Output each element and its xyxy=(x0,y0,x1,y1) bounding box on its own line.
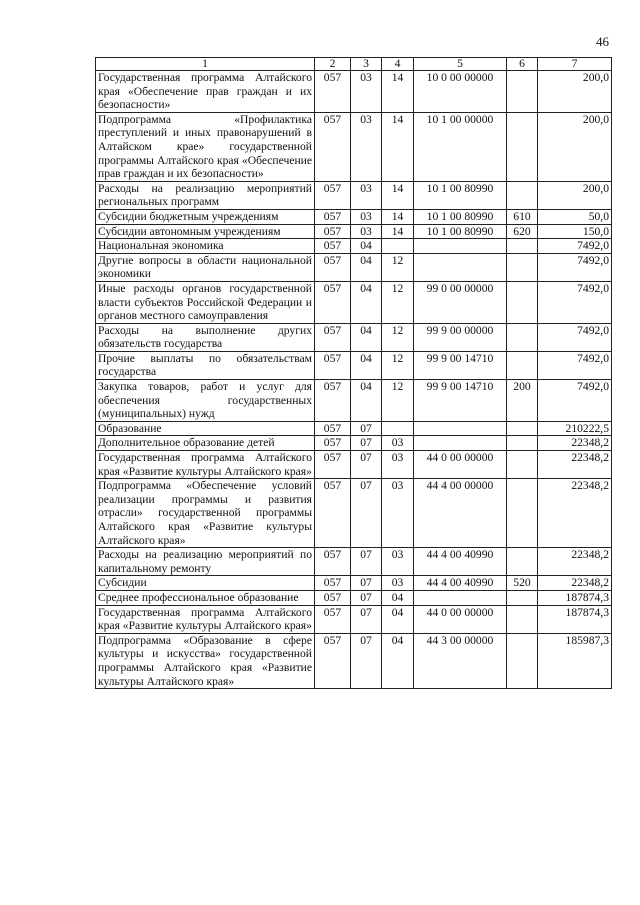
row-name: Дополнительное образование детей xyxy=(96,436,315,451)
target-code: 44 4 00 00000 xyxy=(414,479,507,548)
section-code: 03 xyxy=(351,181,382,209)
column-header: 7 xyxy=(538,58,612,71)
expense-type xyxy=(507,633,538,688)
target-code: 99 9 00 00000 xyxy=(414,323,507,351)
amount: 7492,0 xyxy=(538,253,612,281)
amount: 7492,0 xyxy=(538,281,612,323)
column-header: 5 xyxy=(414,58,507,71)
target-code xyxy=(414,590,507,605)
section-code: 04 xyxy=(351,380,382,422)
row-name: Расходы на реализацию мероприятий по капитальному ремонту xyxy=(96,548,315,576)
column-header: 3 xyxy=(351,58,382,71)
amount: 7492,0 xyxy=(538,323,612,351)
amount: 200,0 xyxy=(538,112,612,181)
admin-code: 057 xyxy=(315,436,351,451)
expense-type xyxy=(507,71,538,113)
admin-code: 057 xyxy=(315,605,351,633)
row-name: Иные расходы органов государственной власти субъектов Российской Федерации и органов местного самоуправления xyxy=(96,281,315,323)
admin-code: 057 xyxy=(315,112,351,181)
admin-code: 057 xyxy=(315,421,351,436)
amount: 22348,2 xyxy=(538,576,612,591)
table-row xyxy=(96,633,612,688)
expense-type xyxy=(507,548,538,576)
row-name: Расходы на реализацию мероприятий региональных программ xyxy=(96,181,315,209)
expense-type: 610 xyxy=(507,209,538,224)
table-row xyxy=(96,112,612,181)
column-header: 4 xyxy=(382,58,414,71)
section-code: 04 xyxy=(351,281,382,323)
table-row xyxy=(96,421,612,436)
subsection-code: 03 xyxy=(382,576,414,591)
admin-code: 057 xyxy=(315,548,351,576)
subsection-code: 12 xyxy=(382,323,414,351)
target-code: 10 1 00 80990 xyxy=(414,209,507,224)
subsection-code: 03 xyxy=(382,548,414,576)
target-code: 44 4 00 40990 xyxy=(414,576,507,591)
expense-type xyxy=(507,451,538,479)
table-row xyxy=(96,181,612,209)
subsection-code: 14 xyxy=(382,209,414,224)
subsection-code: 14 xyxy=(382,112,414,181)
table-row xyxy=(96,576,612,591)
row-name: Государственная программа Алтайского края «Развитие культуры Алтайского края» xyxy=(96,451,315,479)
row-name: Национальная экономика xyxy=(96,239,315,254)
section-code: 04 xyxy=(351,253,382,281)
section-code: 07 xyxy=(351,605,382,633)
row-name: Среднее профессиональное образование xyxy=(96,590,315,605)
section-code: 07 xyxy=(351,451,382,479)
subsection-code: 14 xyxy=(382,71,414,113)
row-name: Подпрограмма «Образование в сфере культуры и искусства» государственной программы Алтайского края «Развитие культуры Алтайского края» xyxy=(96,633,315,688)
section-code: 04 xyxy=(351,239,382,254)
admin-code: 057 xyxy=(315,71,351,113)
subsection-code: 04 xyxy=(382,605,414,633)
row-name: Закупка товаров, работ и услуг для обеспечения государственных (муниципальных) нужд xyxy=(96,380,315,422)
subsection-code: 04 xyxy=(382,590,414,605)
expense-type xyxy=(507,605,538,633)
column-header: 1 xyxy=(96,58,315,71)
section-code: 07 xyxy=(351,479,382,548)
table-row xyxy=(96,281,612,323)
target-code xyxy=(414,436,507,451)
amount: 22348,2 xyxy=(538,451,612,479)
table-row xyxy=(96,351,612,379)
target-code: 99 9 00 14710 xyxy=(414,380,507,422)
amount: 200,0 xyxy=(538,181,612,209)
subsection-code xyxy=(382,421,414,436)
subsection-code: 04 xyxy=(382,633,414,688)
target-code: 10 1 00 80990 xyxy=(414,181,507,209)
expense-type xyxy=(507,253,538,281)
table-row xyxy=(96,605,612,633)
section-code: 07 xyxy=(351,421,382,436)
admin-code: 057 xyxy=(315,239,351,254)
amount: 7492,0 xyxy=(538,239,612,254)
subsection-code: 12 xyxy=(382,351,414,379)
section-code: 04 xyxy=(351,351,382,379)
subsection-code: 12 xyxy=(382,380,414,422)
admin-code: 057 xyxy=(315,253,351,281)
amount: 22348,2 xyxy=(538,436,612,451)
expense-type xyxy=(507,281,538,323)
section-code: 04 xyxy=(351,323,382,351)
expense-type xyxy=(507,181,538,209)
section-code: 07 xyxy=(351,576,382,591)
column-header: 6 xyxy=(507,58,538,71)
subsection-code: 03 xyxy=(382,479,414,548)
admin-code: 057 xyxy=(315,576,351,591)
expense-type xyxy=(507,421,538,436)
target-code: 44 0 00 00000 xyxy=(414,605,507,633)
table-row xyxy=(96,71,612,113)
expense-type xyxy=(507,351,538,379)
section-code: 03 xyxy=(351,112,382,181)
table-row xyxy=(96,253,612,281)
admin-code: 057 xyxy=(315,451,351,479)
expense-type xyxy=(507,239,538,254)
admin-code: 057 xyxy=(315,209,351,224)
table-header-row xyxy=(96,58,612,71)
target-code: 99 0 00 00000 xyxy=(414,281,507,323)
expense-type: 620 xyxy=(507,224,538,239)
column-header: 2 xyxy=(315,58,351,71)
row-name: Государственная программа Алтайского края «Развитие культуры Алтайского края» xyxy=(96,605,315,633)
section-code: 07 xyxy=(351,436,382,451)
row-name: Прочие выплаты по обязательствам государства xyxy=(96,351,315,379)
row-name: Подпрограмма «Профилактика преступлений и иных правонарушений в Алтайском крае» государственной программы Алтайского края «Обеспечение прав граждан и их безопасности» xyxy=(96,112,315,181)
target-code: 10 0 00 00000 xyxy=(414,71,507,113)
amount: 200,0 xyxy=(538,71,612,113)
amount: 22348,2 xyxy=(538,548,612,576)
amount: 187874,3 xyxy=(538,605,612,633)
admin-code: 057 xyxy=(315,281,351,323)
target-code xyxy=(414,421,507,436)
section-code: 03 xyxy=(351,71,382,113)
amount: 187874,3 xyxy=(538,590,612,605)
expense-type xyxy=(507,436,538,451)
section-code: 03 xyxy=(351,224,382,239)
amount: 150,0 xyxy=(538,224,612,239)
expense-type xyxy=(507,590,538,605)
subsection-code: 03 xyxy=(382,451,414,479)
page-number: 46 xyxy=(596,34,609,49)
table-row xyxy=(96,323,612,351)
amount: 50,0 xyxy=(538,209,612,224)
table-row xyxy=(96,224,612,239)
row-name: Субсидии автономным учреждениям xyxy=(96,224,315,239)
table-row xyxy=(96,380,612,422)
section-code: 03 xyxy=(351,209,382,224)
subsection-code: 12 xyxy=(382,281,414,323)
expense-type xyxy=(507,112,538,181)
admin-code: 057 xyxy=(315,351,351,379)
row-name: Другие вопросы в области национальной экономики xyxy=(96,253,315,281)
budget-table xyxy=(95,57,612,689)
target-code: 44 4 00 40990 xyxy=(414,548,507,576)
table-row xyxy=(96,590,612,605)
target-code: 10 1 00 80990 xyxy=(414,224,507,239)
subsection-code: 03 xyxy=(382,436,414,451)
table-row xyxy=(96,479,612,548)
row-name: Субсидии бюджетным учреждениям xyxy=(96,209,315,224)
admin-code: 057 xyxy=(315,479,351,548)
target-code: 44 3 00 00000 xyxy=(414,633,507,688)
amount: 185987,3 xyxy=(538,633,612,688)
row-name: Государственная программа Алтайского края «Обеспечение прав граждан и их безопасности» xyxy=(96,71,315,113)
expense-type: 520 xyxy=(507,576,538,591)
row-name: Подпрограмма «Обеспечение условий реализации программы и развития отрасли» государственной программы Алтайского края «Развитие культуры Алтайского края» xyxy=(96,479,315,548)
row-name: Образование xyxy=(96,421,315,436)
amount: 7492,0 xyxy=(538,380,612,422)
target-code xyxy=(414,239,507,254)
row-name: Расходы на выполнение других обязательств государства xyxy=(96,323,315,351)
amount: 7492,0 xyxy=(538,351,612,379)
amount: 22348,2 xyxy=(538,479,612,548)
subsection-code xyxy=(382,239,414,254)
target-code: 10 1 00 00000 xyxy=(414,112,507,181)
admin-code: 057 xyxy=(315,224,351,239)
amount: 210222,5 xyxy=(538,421,612,436)
admin-code: 057 xyxy=(315,633,351,688)
section-code: 07 xyxy=(351,548,382,576)
section-code: 07 xyxy=(351,590,382,605)
subsection-code: 12 xyxy=(382,253,414,281)
expense-type xyxy=(507,479,538,548)
admin-code: 057 xyxy=(315,590,351,605)
table-row xyxy=(96,209,612,224)
row-name: Субсидии xyxy=(96,576,315,591)
subsection-code: 14 xyxy=(382,224,414,239)
admin-code: 057 xyxy=(315,380,351,422)
table-row xyxy=(96,436,612,451)
table-row xyxy=(96,239,612,254)
target-code xyxy=(414,253,507,281)
subsection-code: 14 xyxy=(382,181,414,209)
expense-type xyxy=(507,323,538,351)
admin-code: 057 xyxy=(315,323,351,351)
table-row xyxy=(96,548,612,576)
expense-type: 200 xyxy=(507,380,538,422)
section-code: 07 xyxy=(351,633,382,688)
target-code: 99 9 00 14710 xyxy=(414,351,507,379)
table-row xyxy=(96,451,612,479)
admin-code: 057 xyxy=(315,181,351,209)
target-code: 44 0 00 00000 xyxy=(414,451,507,479)
